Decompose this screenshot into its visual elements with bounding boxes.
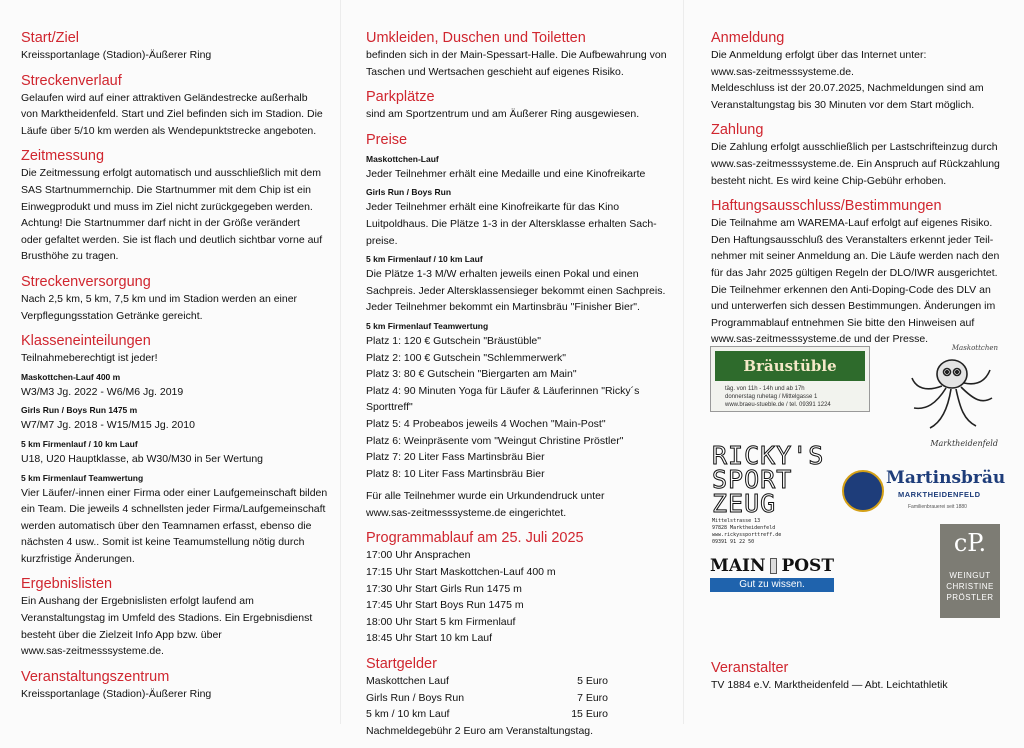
section-heading: Haftungsausschluss/Bestimmungen bbox=[711, 198, 942, 215]
main-post-logo bbox=[710, 554, 834, 594]
text-line: für das Jahr 2025 gültigen Regeln der DLO/IWR ausgerichtet. bbox=[711, 266, 998, 279]
section bbox=[21, 30, 334, 64]
text-line: Platz 2: 100 € Gutschein "Schlemmerwerk" bbox=[366, 351, 567, 364]
text-line: Die Teilnehmer erkennen den Anti-Doping-Code des DLV an bbox=[711, 283, 991, 296]
section bbox=[21, 333, 334, 567]
text-line: Die Zeitmessung erfolgt automatisch und ausschließlich mit dem bbox=[21, 167, 321, 180]
text-line: www.sas-zeitmesssysteme.de. bbox=[711, 65, 854, 78]
section-startgelder bbox=[366, 656, 676, 739]
section-organizer bbox=[711, 660, 1001, 694]
subsection-title: Maskottchen-Lauf bbox=[366, 153, 439, 164]
text-line: und unterwerfen sich dessen Bestimmungen. Änderungen im bbox=[711, 300, 996, 313]
section-heading: Preise bbox=[366, 131, 408, 148]
text-line: Den Haftungsausschluß des Veranstalters erkennt jeder Teil- bbox=[711, 233, 994, 246]
section-heading: Ergebnislisten bbox=[21, 576, 113, 593]
text-line: Luitpoldhaus. Die Plätze 1-3 in der Altersklasse erhalten Sach- bbox=[366, 217, 657, 230]
martinsbraeu-logo bbox=[842, 466, 1008, 516]
section-heading: Klasseneinteilungen bbox=[21, 333, 151, 350]
sponsor-logos bbox=[708, 340, 1008, 630]
column-right bbox=[711, 30, 1001, 357]
mascot-title: Maskottchen bbox=[951, 344, 998, 352]
fee-amount: 15 Euro bbox=[571, 708, 608, 721]
section-heading: Programmablauf am 25. Juli 2025 bbox=[366, 530, 584, 547]
text-line: Platz 4: 90 Minuten Yoga für Läufer & Läuferinnen "Ricky´s Sporttreff" bbox=[366, 384, 640, 414]
text-line: nächsten 4 usw.. Somit ist keine Teamumstellung nötig durch bbox=[21, 536, 305, 549]
braeustueble-logo bbox=[710, 346, 870, 412]
text-line: Jeder Teilnehmer erhält eine Medaille und eine Kinofreikarte bbox=[366, 167, 646, 180]
section-heading: Zahlung bbox=[711, 122, 764, 139]
martinsbraeu-name: Martinsbräu bbox=[886, 468, 1006, 488]
text-line: von Marktheidenfeld. Start und Ziel befinden sich im Stadion. Die bbox=[21, 108, 323, 121]
text-line: werden automatisch über den Teamnamen erfasst, ebenso die bbox=[21, 519, 312, 532]
fee-amount: 5 Euro bbox=[577, 675, 608, 688]
text-line: www.sas-zeitmesssysteme.de eingerichtet. bbox=[366, 506, 567, 519]
section-heading: Zeitmessung bbox=[21, 148, 105, 165]
section bbox=[366, 132, 676, 522]
text-line: W7/M7 Jg. 2018 - W15/M15 Jg. 2010 bbox=[21, 419, 195, 432]
section bbox=[711, 30, 1001, 113]
subsection-title: Girls Run / Boys Run 1475 m bbox=[21, 405, 138, 416]
text-line: Platz 3: 80 € Gutschein "Biergarten am Main" bbox=[366, 368, 577, 381]
text-line: 17:30 Uhr Start Girls Run 1475 m bbox=[366, 582, 522, 595]
text-line: Platz 8: 10 Liter Fass Martinsbräu Bier bbox=[366, 467, 545, 480]
mascot-octopus-logo bbox=[904, 344, 998, 452]
text-line: Achtung! Die Startnummer darf nicht in der Größe verändert bbox=[21, 217, 300, 230]
text-line: www.sas-zeitmesssysteme.de und der Presse. bbox=[711, 333, 929, 346]
section-heading: Startgelder bbox=[366, 656, 437, 673]
text-line: preise. bbox=[366, 234, 398, 247]
weingut-monogram: cP. bbox=[953, 529, 987, 557]
main-post-right: POST bbox=[781, 556, 834, 576]
martinsbraeu-since: Familienbrauerei seit 1880 bbox=[908, 504, 967, 510]
text-line: Kreissportanlage (Stadion)-Äußerer Ring bbox=[21, 687, 212, 700]
organizer-line: TV 1884 e.V. Marktheidenfeld — Abt. Leichtathletik bbox=[711, 679, 948, 691]
text-line: befinden sich in der Main-Spessart-Halle. Die Aufbewahrung von bbox=[366, 49, 667, 61]
text-line: Gelaufen wird auf einer attraktiven Geländestrecke außerhalb bbox=[21, 91, 308, 104]
section-heading: Start/Ziel bbox=[21, 30, 80, 46]
section-heading: Veranstaltungszentrum bbox=[21, 668, 170, 685]
section bbox=[711, 198, 1001, 348]
text-line: www.sas-zeitmesssysteme.de. bbox=[21, 645, 164, 658]
text-line: W3/M3 Jg. 2022 - W6/M6 Jg. 2019 bbox=[21, 385, 184, 398]
weingut-text: WEINGUT bbox=[949, 571, 991, 580]
subsection-title: 5 km Firmenlauf / 10 km Lauf bbox=[21, 438, 138, 449]
fee-row bbox=[366, 673, 608, 690]
section bbox=[21, 576, 334, 659]
text-line: Verpflegungsstation Getränke gereicht. bbox=[21, 309, 203, 322]
subsection-title: 5 km Firmenlauf / 10 km Lauf bbox=[366, 254, 483, 265]
section-heading: Parkplätze bbox=[366, 89, 435, 106]
text-line: Meldeschluss ist der 20.07.2025, Nachmeldungen sind am bbox=[711, 82, 984, 95]
subsection-title: Maskottchen-Lauf 400 m bbox=[21, 371, 121, 382]
text-line: Veranstaltungstag im Umfeld des Stadions. Ein Ergebnisdienst bbox=[21, 612, 313, 625]
text-line: Jeder Teilnehmer bekommt ein Martinsbräu "Finisher Bier". bbox=[366, 301, 640, 314]
braeustueble-name: Bräustüble bbox=[715, 351, 865, 381]
text-line: sind am Sportzentrum und am Äußerer Ring ausgewiesen. bbox=[366, 108, 640, 121]
fee-label: Maskottchen Lauf bbox=[366, 675, 449, 688]
section bbox=[21, 148, 334, 265]
text-line: ein Team. Die jeweils 4 schnellsten jeder Firma/Laufgemeinschaft bbox=[21, 503, 326, 516]
section-heading: Anmeldung bbox=[711, 30, 785, 46]
text-line: 17:15 Uhr Start Maskottchen-Lauf 400 m bbox=[366, 566, 556, 579]
text-line: Die Anmeldung erfolgt über das Internet unter: bbox=[711, 49, 927, 61]
section-heading: Streckenverlauf bbox=[21, 72, 122, 89]
text-line: www.sas-zeitmesssysteme.de. Ein Anspruch auf Rückzahlung bbox=[711, 157, 1000, 170]
text-line: Platz 1: 120 € Gutschein "Bräustüble" bbox=[366, 334, 541, 347]
rickys-text: www.rickyssporttreff.de bbox=[712, 532, 782, 538]
text-line: Für alle Teilnehmer wurde ein Urkundendruck unter bbox=[366, 490, 605, 503]
rickys-text: 09391 91 22 50 bbox=[712, 539, 755, 545]
weingut-text: PRÖSTLER bbox=[946, 593, 994, 602]
octopus-icon bbox=[904, 352, 998, 434]
text-line: Platz 7: 20 Liter Fass Martinsbräu Bier bbox=[366, 451, 545, 464]
fee-note: Nachmeldegebühr 2 Euro am Veranstaltungstag. bbox=[366, 724, 594, 737]
text-line: besteht nicht. Es wird keine Chip-Gebühr erhoben. bbox=[711, 174, 947, 187]
subsection-title: Girls Run / Boys Run bbox=[366, 187, 452, 198]
text-line: besteht über die Zielzeit Info App bzw. über bbox=[21, 628, 222, 641]
fee-row bbox=[366, 706, 608, 723]
mascot-script: Marktheidenfeld bbox=[930, 439, 998, 448]
text-line: SAS Startnummernchip. Die Startnummer mit dem Chip ist ein bbox=[21, 183, 312, 196]
text-line: Platz 5: 4 Probeabos jeweils 4 Wochen "Main-Post" bbox=[366, 417, 606, 430]
column-middle bbox=[366, 30, 676, 748]
section bbox=[21, 669, 334, 703]
braeustueble-text: donnerstag ruhetag / Mittelgasse 1 bbox=[725, 394, 818, 400]
section-heading: Veranstalter bbox=[711, 660, 789, 676]
text-line: U18, U20 Hauptklasse, ab W30/M30 in 5er Wertung bbox=[21, 452, 264, 465]
section bbox=[21, 274, 334, 324]
rickys-sportzeug-logo bbox=[712, 441, 825, 545]
section bbox=[366, 89, 676, 123]
text-line: Die Plätze 1-3 M/W erhalten jeweils einen Pokal und einen bbox=[366, 268, 639, 281]
text-line: Taschen und Wertsachen geschieht auf eigenes Risiko. bbox=[366, 65, 624, 78]
fee-label: Girls Run / Boys Run bbox=[366, 691, 465, 704]
text-line: Teilnahmeberechtigt ist jeder! bbox=[21, 352, 158, 365]
main-post-left: MAIN bbox=[710, 556, 766, 576]
column-left bbox=[21, 30, 334, 711]
text-line: Vier Läufer/-innen einer Firma oder einer Laufgemeinschaft bilden bbox=[21, 486, 328, 499]
fee-label: 5 km / 10 km Lauf bbox=[366, 708, 450, 721]
fee-table bbox=[366, 673, 608, 723]
braeustueble-text: täg. von 11h - 14h und ab 17h bbox=[725, 386, 805, 392]
text-line: Kreissportanlage (Stadion)-Äußerer Ring bbox=[21, 49, 212, 61]
rickys-text: 97828 Marktheidenfeld bbox=[712, 525, 776, 531]
fold-line-1 bbox=[340, 0, 341, 724]
fee-row bbox=[366, 690, 608, 707]
text-line: Sachpreis. Jeder Altersklassensieger bekommt einen Sachpreis. bbox=[366, 284, 666, 297]
text-line: Jeder Teilnehmer erhält eine Kinofreikarte für das Kino bbox=[366, 201, 620, 214]
text-line: Läufe über 5/10 km werden als Wendepunktstrecke angeboten. bbox=[21, 124, 317, 137]
weingut-text: CHRISTINE bbox=[946, 582, 994, 591]
text-line: Die Zahlung erfolgt ausschließlich per Lastschrifteinzug durch bbox=[711, 141, 998, 154]
text-line: Ein Aushang der Ergebnislisten erfolgt laufend am bbox=[21, 595, 254, 608]
text-line: Veranstaltungstag bis 30 Minuten vor dem Start möglich. bbox=[711, 98, 975, 111]
text-line: Einwegprodukt und muss im Ziel nicht zurückgegeben werden. bbox=[21, 200, 313, 213]
section-heading: Umkleiden, Duschen und Toiletten bbox=[366, 30, 586, 46]
section bbox=[711, 122, 1001, 189]
section bbox=[366, 530, 676, 647]
main-post-slogan: Gut zu wissen. bbox=[710, 578, 834, 592]
coat-of-arms-icon bbox=[770, 558, 778, 574]
rickys-text: Mittelstrasse 13 bbox=[712, 518, 761, 524]
text-line: nehmer mit seiner Anmeldung an. Die Läufe werden nach den bbox=[711, 250, 1000, 263]
text-line: 17:00 Uhr Ansprachen bbox=[366, 549, 471, 562]
fold-line-2 bbox=[683, 0, 684, 724]
martinsbraeu-emblem-icon bbox=[842, 470, 884, 512]
text-line: Platz 6: Weinpräsente vom "Weingut Christine Pröstler" bbox=[366, 434, 624, 447]
text-line: Programmablauf entnehmen Sie bitte den Hinweisen auf bbox=[711, 316, 975, 329]
section bbox=[21, 73, 334, 140]
text-line: 18:45 Uhr Start 10 km Lauf bbox=[366, 632, 493, 645]
text-line: kurzfristige Änderungen. bbox=[21, 552, 135, 565]
text-line: Nach 2,5 km, 5 km, 7,5 km und im Stadion werden an einer bbox=[21, 292, 298, 305]
text-line: oder gefaltet werden. Sie ist flach und deutlich sichtbar vorne auf bbox=[21, 233, 323, 246]
text-line: 18:00 Uhr Start 5 km Firmenlauf bbox=[366, 615, 516, 628]
section-heading: Streckenversorgung bbox=[21, 273, 151, 290]
text-line: 17:45 Uhr Start Boys Run 1475 m bbox=[366, 599, 524, 612]
braeustueble-text: www.braeu-stueble.de / tel. 09391 1224 bbox=[725, 402, 831, 408]
weingut-proestler-logo bbox=[940, 524, 1000, 618]
rickys-name: RICKY'S SPORT ZEUG bbox=[712, 441, 825, 518]
text-line: Die Teilnahme am WAREMA-Lauf erfolgt auf eigenes Risiko. bbox=[711, 217, 993, 230]
martinsbraeu-town: MARKTHEIDENFELD bbox=[898, 490, 981, 499]
text-line: Brusthöhe zu tragen. bbox=[21, 250, 119, 263]
subsection-title: 5 km Firmenlauf Teamwertung bbox=[21, 472, 144, 483]
fee-amount: 7 Euro bbox=[577, 691, 608, 704]
section bbox=[366, 30, 676, 80]
subsection-title: 5 km Firmenlauf Teamwertung bbox=[366, 320, 489, 331]
